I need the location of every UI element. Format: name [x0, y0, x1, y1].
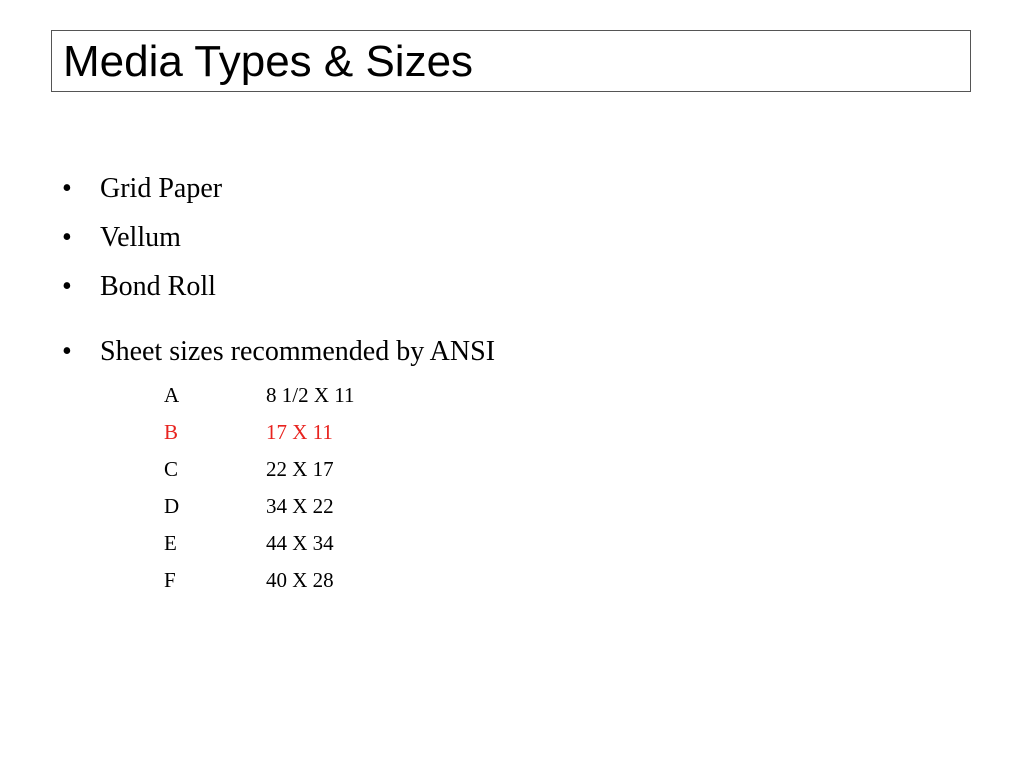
sheet-size-letter: B	[164, 420, 179, 444]
bullet-glyph: •	[62, 336, 72, 367]
sheet-size-dimensions: 8 1/2 X 11	[266, 383, 355, 407]
bullet-glyph: •	[62, 271, 72, 302]
sheet-size-letter: F	[164, 568, 176, 592]
sheet-size-letter: E	[164, 531, 177, 555]
sheet-size-letter: A	[164, 383, 180, 407]
sheet-size-letter: D	[164, 494, 180, 518]
bullet-glyph: •	[62, 173, 72, 204]
bullet-text: Bond Roll	[100, 271, 216, 302]
bullet-item	[62, 172, 222, 206]
bullet-item	[62, 335, 495, 369]
bullet-item	[62, 221, 181, 255]
sheet-size-letter: C	[164, 457, 179, 481]
sheet-size-dimensions: 44 X 34	[266, 531, 334, 555]
bullet-text: Vellum	[100, 222, 181, 253]
bullet-glyph: •	[62, 222, 72, 253]
sheet-size-dimensions: 22 X 17	[266, 457, 334, 481]
sheet-size-dimensions: 17 X 11	[266, 420, 333, 444]
bullet-text: Grid Paper	[100, 173, 223, 204]
bullet-text: Sheet sizes recommended by ANSI	[100, 336, 496, 367]
sheet-size-dimensions: 34 X 22	[266, 494, 334, 518]
title-box	[51, 30, 971, 92]
slide-title: Media Types & Sizes	[63, 37, 474, 86]
bullet-item	[62, 270, 216, 304]
sheet-size-dimensions: 40 X 28	[266, 568, 334, 592]
